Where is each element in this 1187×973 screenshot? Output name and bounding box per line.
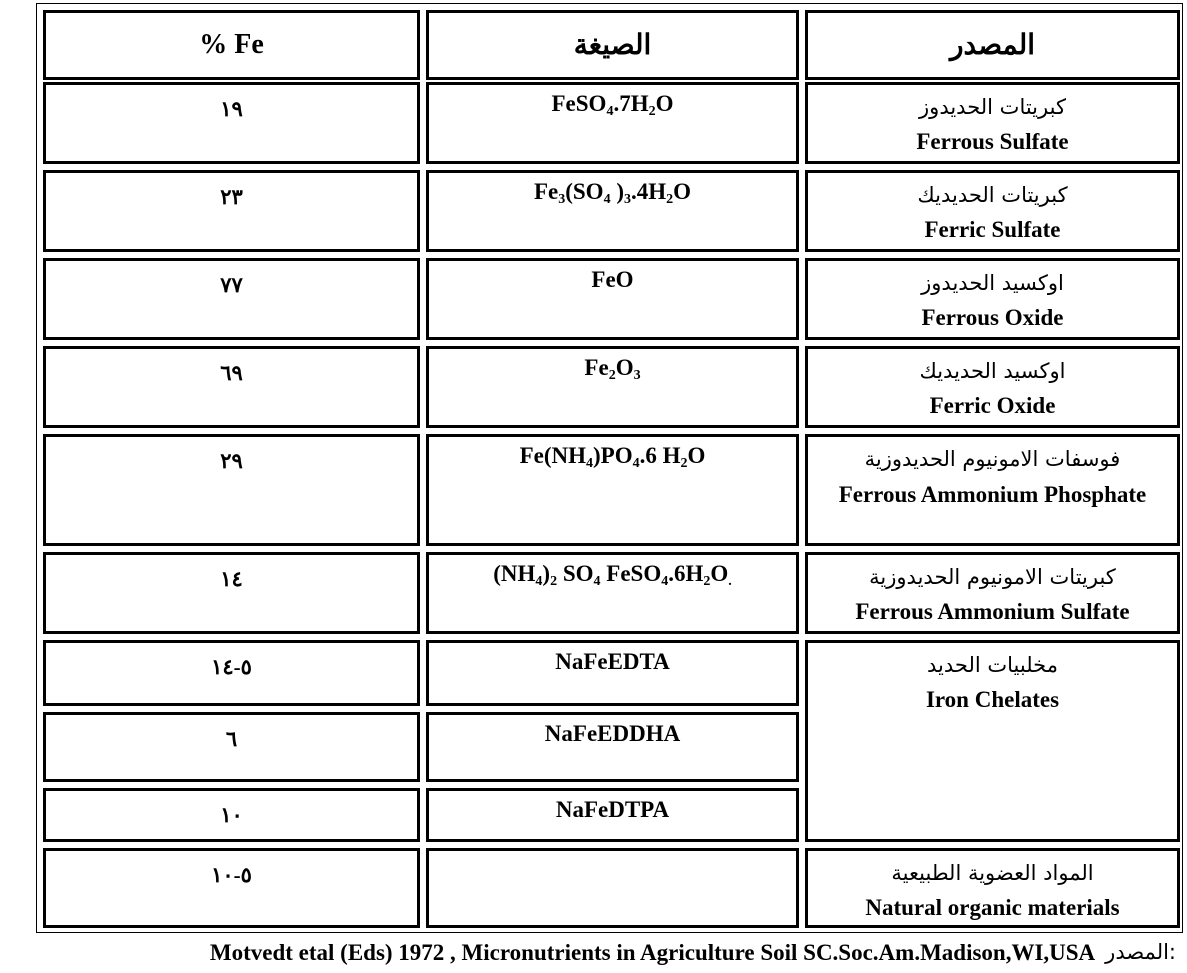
header-source (805, 10, 1180, 80)
source-arabic: اوكسيد الحديديك (919, 359, 1066, 383)
source-english: Ferric Oxide (929, 393, 1056, 419)
source-arabic: كبريتات الحديدوز (919, 95, 1066, 119)
source-arabic: فوسفات الامونيوم الحديدوزية (864, 447, 1121, 471)
table-row-1-pct: ١٩ (43, 82, 420, 164)
source-english: Iron Chelates (925, 687, 1060, 713)
table-row-3-source (805, 258, 1180, 340)
header-pct-label: % Fe (199, 29, 264, 60)
source-arabic: المواد العضوية الطبيعية (891, 861, 1094, 885)
source-arabic: كبريتات الامونيوم الحديدوزية (869, 565, 1116, 589)
header-formula-label: الصيغة (573, 30, 652, 61)
source-arabic: كبريتات الحديديك (917, 183, 1068, 207)
source-english: Ferrous Ammonium Phosphate (838, 482, 1147, 508)
source-arabic: اوكسيد الحديدوز (921, 271, 1064, 295)
citation (6, 940, 1176, 966)
header-pct-fe (43, 10, 420, 80)
source-english: Ferric Sulfate (924, 217, 1061, 243)
table-row-4-formula: $Fe_2O_3$ (426, 346, 799, 428)
table-row-6-source (805, 552, 1180, 634)
table-row-4-source (805, 346, 1180, 428)
source-english: Ferrous Sulfate (916, 129, 1069, 155)
table-row-2-source (805, 170, 1180, 252)
source-english: Ferrous Ammonium Sulfate (855, 599, 1130, 625)
table-row-10-formula (426, 848, 799, 928)
table-row-3-formula: FeO (426, 258, 799, 340)
source-arabic: مخلبيات الحديد (927, 653, 1058, 677)
header-source-label: المصدر (950, 30, 1035, 61)
table-row-8-formula: NaFeEDDHA (426, 712, 799, 782)
table-row-chelates-source (805, 640, 1180, 842)
table-row-6-pct: ١٤ (43, 552, 420, 634)
table-row-5-pct: ٢٩ (43, 434, 420, 546)
header-formula (426, 10, 799, 80)
table-row-7-pct: ٥-١٤ (43, 640, 420, 706)
table-row-1-formula: $FeSO_4.7H_2O$ (426, 82, 799, 164)
table-row-3-pct: ٧٧ (43, 258, 420, 340)
source-english: Ferrous Oxide (921, 305, 1064, 331)
citation-label: المصدر: (1105, 940, 1176, 964)
source-english: Natural organic materials (865, 895, 1120, 921)
table-row-5-formula: $Fe(NH_4)PO_4.6$ $H_2O$ (426, 434, 799, 546)
table-row-9-pct: ١٠ (43, 788, 420, 842)
citation-text: Motvedt etal (Eds) 1972 , Micronutrients in Agriculture Soil SC.Soc.Am.Madison,WI,USA (209, 940, 1096, 965)
table-row-1-source (805, 82, 1180, 164)
table-row-9-formula: NaFeDTPA (426, 788, 799, 842)
table-row-5-source (805, 434, 1180, 546)
table-row-10-source (805, 848, 1180, 928)
table-row-7-formula: NaFeEDTA (426, 640, 799, 706)
iron-sources-table (36, 3, 1183, 933)
table-row-2-pct: ٢٣ (43, 170, 420, 252)
table-row-8-pct: ٦ (43, 712, 420, 782)
table-row-10-pct: ٥-١٠ (43, 848, 420, 928)
table-row-4-pct: ٦٩ (43, 346, 420, 428)
table-row-2-formula: $Fe_3(SO_4$ )$_3.4H_2O$ (426, 170, 799, 252)
table-row-6-formula: $(NH_4)_2$ $SO_4$ $FeSO_4.6H_2O_.$ (426, 552, 799, 634)
